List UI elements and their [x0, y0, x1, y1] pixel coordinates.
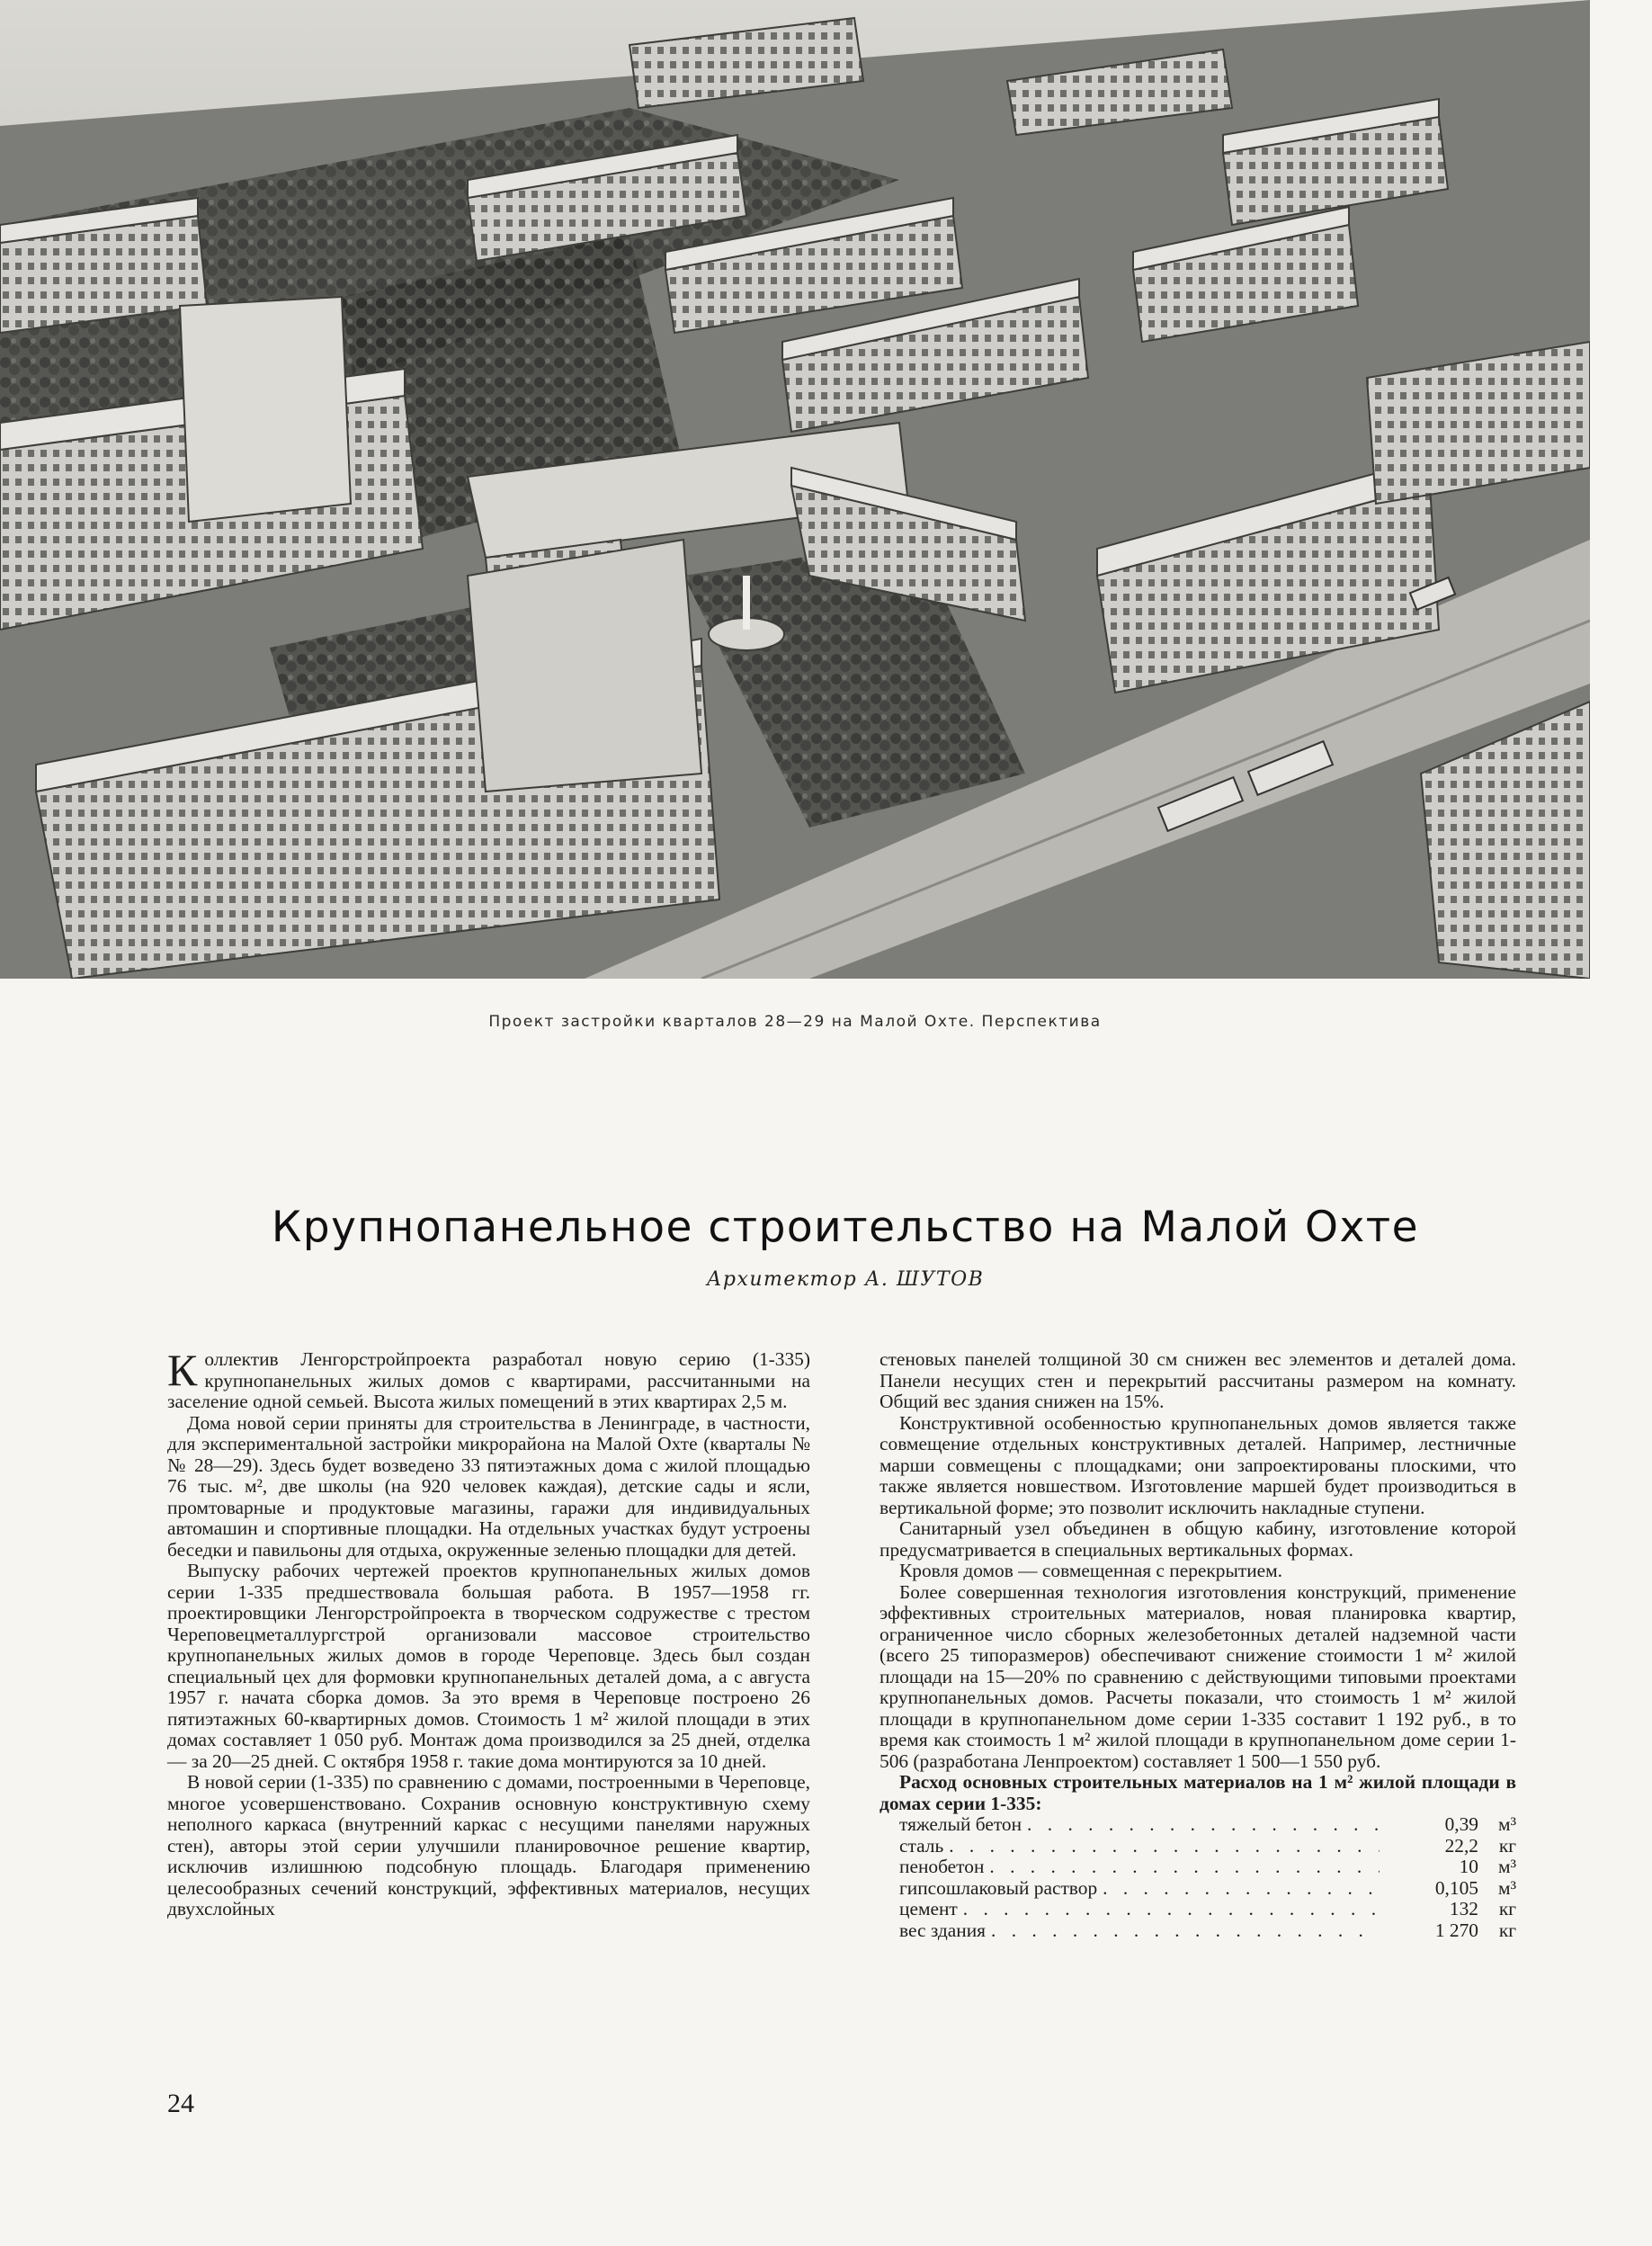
paragraph: В новой серии (1-335) по сравнению с домами, построенными в Череповце, многое усовершенствовано. Сохранив основную конструктивную схему неполного каркаса (внутренний каркас с несущими панелями наружных стен), авторы этой серии улучшили планировочное решение квартир, исключив излишнюю подсобную площадь. Благодаря применению целесообразных сечений конструкций, эффективных материалов, несущих двухслойных	[167, 1771, 810, 1919]
leader-dots	[943, 1836, 1380, 1857]
material-name: цемент	[899, 1898, 958, 1919]
paragraph: Выпуску рабочих чертежей проектов крупнопанельных жилых домов серии 1-335 предшествовала большая работа. В 1957—1958 гг. проектировщики Ленгорстройпроекта в творческом содружестве с трестом Череповецметаллургстрой организовали массовое строительство крупнопанельных жилых домов в городе Череповце. Здесь был создан специальный цех для формовки крупнопанельных деталей дома, а с августа 1957 г. начата сборка домов. За это время в Череповце построено 26 пятиэтажных 60-квартирных домов. Стоимость 1 м² жилой площади в этих домах составляет 1 050 руб. Монтаж дома производился за 25 дней, отделка — за 20—25 дней. С октября 1958 г. такие дома монтируются за 10 дней.	[167, 1560, 810, 1772]
paragraph: Санитарный узел объединен в общую кабину, изготовление которой предусматривается в специальных вертикальных формах.	[880, 1517, 1516, 1561]
article-byline: Архитектор А. ШУТОВ	[706, 1268, 985, 1291]
drop-cap: К	[167, 1345, 198, 1395]
material-value: 0,39	[1444, 1813, 1478, 1835]
material-name: гипсошлаковый раствор	[899, 1876, 1098, 1899]
material-value: 22,2	[1444, 1834, 1478, 1857]
material-value: 0,105	[1434, 1876, 1478, 1899]
material-value: 10	[1459, 1856, 1478, 1877]
materials-row	[880, 1857, 1516, 1878]
paragraph: Дома новой серии приняты для строительства в Ленинграде, в частности, для экспериментальной застройки микрорайона на Малой Охте (кварталы №№ 28—29). Здесь будет возведено 33 пятиэтажных дома с жилой площадью 76 тыс. м², две школы (на 920 человек каждая), детские сады и ясли, промтоварные и продуктовые магазины, гаражи для индивидуальных автомашин и спортивные площадки. На отдельных участках будут устроены беседки и павильоны для отдыха, окруженные зеленью площадки для детей.	[167, 1411, 810, 1561]
leader-dots	[958, 1899, 1380, 1920]
materials-row	[880, 1899, 1516, 1920]
article-column-right	[880, 1349, 1516, 1941]
materials-table	[880, 1814, 1516, 1941]
article-column-left	[167, 1345, 810, 1920]
leader-dots	[1097, 1878, 1380, 1900]
material-unit: м³	[1498, 1876, 1516, 1899]
paragraph: Более совершенная технология изготовления конструкций, применение эффективных строительных материалов, новая планировка квартир, ограниченное число сборных железобетонных деталей надземной части (всего 25 типоразмеров) обеспечивают снижение стоимости 1 м² жилой площади на 15—20% по сравнению с действующими типовыми проектами крупнопанельных домов. Расчеты показали, что стоимость 1 м² жилой площади в крупнопанельном доме серии 1-335 составит 1 192 руб., в то время как стоимость 1 м² жилой площади в крупнопанельном доме серии 1-506 (разработана Ленпроектом) составляет 1 500—1 550 руб.	[880, 1580, 1516, 1772]
material-unit: кг	[1498, 1834, 1516, 1857]
paragraph-intro	[167, 1345, 810, 1413]
paragraph: Кровля домов — совмещенная с перекрытием.	[899, 1560, 1283, 1581]
material-name: пенобетон	[899, 1856, 985, 1877]
materials-row	[880, 1878, 1516, 1900]
page-number: 24	[167, 2089, 194, 2118]
material-unit: кг	[1498, 1898, 1516, 1919]
material-value: 1 270	[1434, 1919, 1478, 1941]
paragraph: стеновых панелей толщиной 30 см снижен вес элементов и деталей дома. Панели несущих стен и перекрытий рассчитаны размером на комнату. Общий вес здания снижен на 15%.	[880, 1348, 1516, 1412]
material-value: 132	[1449, 1898, 1478, 1919]
paragraph: Конструктивной особенностью крупнопанельных домов является также совмещение отдельных конструктивных деталей. Например, лестничные марши совмещены с площадками; они запроектированы плоскими, что также является новшеством. Изготовление маршей будет производиться в вертикальной форме; это позволит исключить накладные ступени.	[880, 1411, 1516, 1518]
material-unit: м³	[1498, 1856, 1516, 1877]
paragraph-text: оллектив Ленгорстройпроекта разработал новую серию (1-335) крупнопанельных жилых домов с квартирами, рассчитанными на заселение одной семьей. Высота жилых помещений в этих квартирах 2,5 м.	[167, 1348, 810, 1412]
materials-table-title: Расход основных строительных материалов на 1 м² жилой площади в домах серии 1-335:	[880, 1771, 1516, 1814]
aerial-perspective-illustration	[0, 0, 1590, 979]
article-title: Крупнопанельное строительство на Малой Охте	[271, 1203, 1420, 1253]
material-name: сталь	[899, 1834, 944, 1857]
leader-dots	[984, 1857, 1380, 1878]
aerial-drawing	[0, 0, 1590, 979]
materials-row	[880, 1836, 1516, 1857]
material-name: вес здания	[899, 1919, 987, 1941]
figure-caption: Проект застройки кварталов 28—29 на Малой Охте. Перспектива	[488, 1013, 1102, 1031]
material-name: тяжелый бетон	[899, 1813, 1022, 1835]
material-unit: кг	[1498, 1919, 1516, 1941]
leader-dots	[1022, 1814, 1380, 1836]
materials-row	[880, 1814, 1516, 1836]
leader-dots	[986, 1920, 1380, 1942]
material-unit: м³	[1498, 1813, 1516, 1835]
materials-row	[880, 1920, 1516, 1942]
